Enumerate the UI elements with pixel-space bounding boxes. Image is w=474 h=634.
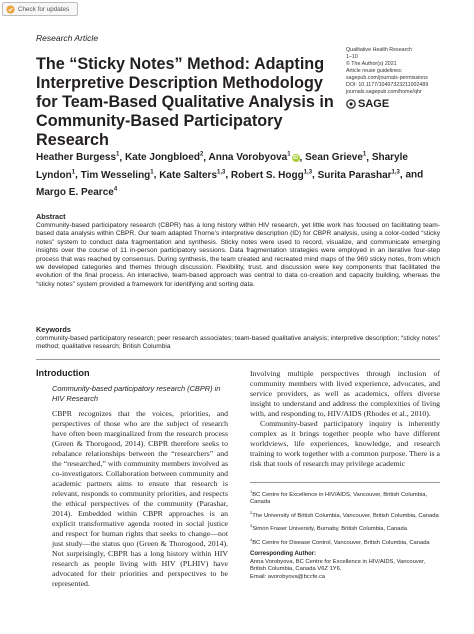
author-name: Robert S. Hogg$^{1,3}$ xyxy=(230,169,313,181)
corresponding-author-email[interactable]: Email: avorobyova@bccfe.ca xyxy=(250,573,326,580)
affiliation-item: $^4$BC Centre for Disease Control, Vancouver, British Columbia, Canada xyxy=(250,536,430,546)
update-check-icon xyxy=(6,5,15,14)
abstract-heading: Abstract xyxy=(36,212,66,221)
author-list: Heather Burgess$^1$, Kate Jongbloed$^2$, Anna Vorobyova$^1$iD , Sean Grieve$^1$, Sharyle Lyndon$^1$, Tim Wesseling$^1$, Kate Salters$^{1,3}$, Robert S. Hogg$^{1,3}$, Surita Parashar$^{1,3}$, and Margo E. Pearce$^4$ xyxy=(36,152,424,198)
introduction-right-column xyxy=(250,369,440,469)
abstract-text: Community-based participatory research (CBPR) has a long history within HIV research, yet little work has focused on facilitating team-based data analysis within CBPR. Our team adapted Thorne’s interpretive description (ID) for CBPR analysis, using a color-coded “sticky notes” system to conduct data fragmentation and synthesis. Sticky notes were used to record, visualize, and communicate emerging insights over the course of 11 in-person participatory sessions. Data fragmentation strategies were employed in an iterative four-step process that was reached by consensus. During synthesis, the team created and recreated mind maps of the 969 sticky notes, from which we developed categories and themes through discussion. Flexibility, trust, and discussion were key components that facilitated the evolution of the final process. An interactive, team-based approach was central to data co-creation and capacity building, whereas the “sticky notes” system provided a framework for identifying and sorting data. xyxy=(36,222,440,288)
affiliation-number: 2 xyxy=(250,509,253,515)
journal-reuse: Article reuse guidelines: xyxy=(346,68,403,74)
journal-permissions-link[interactable]: sagepub.com/journals-permissions xyxy=(346,75,428,81)
keywords-text: community-based participatory research; peer research associates; team-based qualitative analysis; interpretive description; “sticky notes” method; qualitative research; British Columbia xyxy=(36,335,440,351)
author-name: Tim Wesseling$^1$ xyxy=(80,169,154,181)
journal-pages: 1–10 xyxy=(346,54,358,60)
author-affiliation-marker: 1,3 xyxy=(217,169,226,176)
author-affiliation-marker: 1 xyxy=(71,169,76,176)
author-affiliation-marker: 1,3 xyxy=(391,169,400,176)
affiliation-item: $^3$Simon Fraser University, Burnaby, British Columbia, Canada xyxy=(250,523,407,533)
sage-logo-icon xyxy=(346,99,356,109)
footnote-divider xyxy=(250,482,440,483)
publisher-logo xyxy=(346,98,389,110)
author-name: Heather Burgess$^1$ xyxy=(36,152,120,164)
affiliation-item: $^2$The University of British Columbia, Vancouver, British Columbia, Canada xyxy=(250,509,439,519)
section-divider xyxy=(36,359,440,360)
right-paragraph-1: Involving multiple perspectives through inclusion of community members with lived experience, advocates, and service providers, as well as academics, offers diverse insight to understand and address the complexities of living with, and responding to, HIV/AIDS (Rhodes et al., 2010). xyxy=(250,369,440,418)
article-type: Research Article xyxy=(36,33,99,43)
journal-doi[interactable]: DOI: 10.1177/10497323211002489 xyxy=(346,82,429,88)
author-affiliation-marker: 1 xyxy=(362,152,367,158)
right-paragraph-2: Community-based participatory inquiry is inherently complex as it brings together people who have different worldviews, life experiences, knowledge, and research training to work together with a common purpose. There is a risk that tools of research may privilege academic xyxy=(250,419,440,468)
affiliation-number: 1 xyxy=(250,489,253,494)
author-name: Margo E. Pearce$^4$ xyxy=(36,186,118,198)
orcid-icon[interactable]: iD xyxy=(293,155,299,162)
affiliation-list xyxy=(250,488,440,547)
author-name: Sharyle Lyndon$^1$ xyxy=(36,152,408,181)
author-affiliation-marker: 1 xyxy=(116,152,120,158)
footnotes xyxy=(250,488,440,581)
author-name: Sean Grieve$^1$ xyxy=(305,152,367,164)
journal-name: Qualitative Health Research xyxy=(346,47,412,53)
keywords-heading: Keywords xyxy=(36,325,71,334)
introduction-left-column: CBPR recognizes that the voices, priorities, and perspectives of those who are the subject of research have often been marginalized from the research process (Green & Thorogood, 2014). CBPR therefore seeks to rebalance relationships between the “researchers” and the “researched,” with community members involved as co-investigators. Collaboration between community and academic partners aims to ensure that research is relevant, responds to community priorities, and respects the ethical perspectives of the community (Parashar, 2014). Embedded within CBPR approaches is an explicit transformative agenda rooted in social justice and respect for human rights that seeks to change—not just study—the status quo (Green & Thorogood, 2014). Not surprisingly, CBPR has a long history within HIV research as people living with HIV (PLHIV) have advocated for their priorities and perspectives to be represented. xyxy=(52,409,228,588)
affiliation-item: $^1$BC Centre for Excellence in HIV/AIDS, Vancouver, British Columbia, Canada xyxy=(250,489,428,506)
affiliation-number: 4 xyxy=(250,536,253,542)
author-affiliation-marker: 4 xyxy=(113,186,118,193)
author-name: Kate Jongbloed$^2$ xyxy=(124,152,204,164)
badge-label: Check for updates xyxy=(18,5,70,13)
author-name: Surita Parashar$^{1,3}$ xyxy=(317,169,400,181)
author-name: Kate Salters$^{1,3}$ xyxy=(159,169,226,181)
author-affiliation-marker: 1,3 xyxy=(303,169,313,176)
check-for-updates-badge[interactable] xyxy=(2,2,78,16)
author-affiliation-marker: 1 xyxy=(150,169,154,176)
author-affiliation-marker: 1 xyxy=(287,152,291,158)
article-title: The “Sticky Notes” Method: Adapting Interpretive Description Methodology for Team-Based Qualitative Analysis in Community-Based Participatory Research xyxy=(36,55,334,149)
author-affiliation-marker: 2 xyxy=(199,152,204,158)
corresponding-author-text: Anna Vorobyova, BC Centre for Excellence in HIV/AIDS, Vancouver, British Columbia, Canada V6Z 1Y6. xyxy=(250,558,426,573)
introduction-subheading: Community-based participatory research (CBPR) in HIV Research xyxy=(52,384,221,403)
publisher-name: SAGE xyxy=(358,98,390,110)
journal-copyright: © The Author(s) 2021 xyxy=(346,61,397,67)
journal-url[interactable]: journals.sagepub.com/home/qhr xyxy=(346,89,422,95)
author-name: Anna Vorobyova$^1$iD xyxy=(208,152,299,164)
affiliation-number: 3 xyxy=(250,523,253,529)
journal-info xyxy=(346,47,466,96)
corresponding-author-label: Corresponding Author: xyxy=(250,551,317,558)
introduction-heading: Introduction xyxy=(36,368,90,378)
